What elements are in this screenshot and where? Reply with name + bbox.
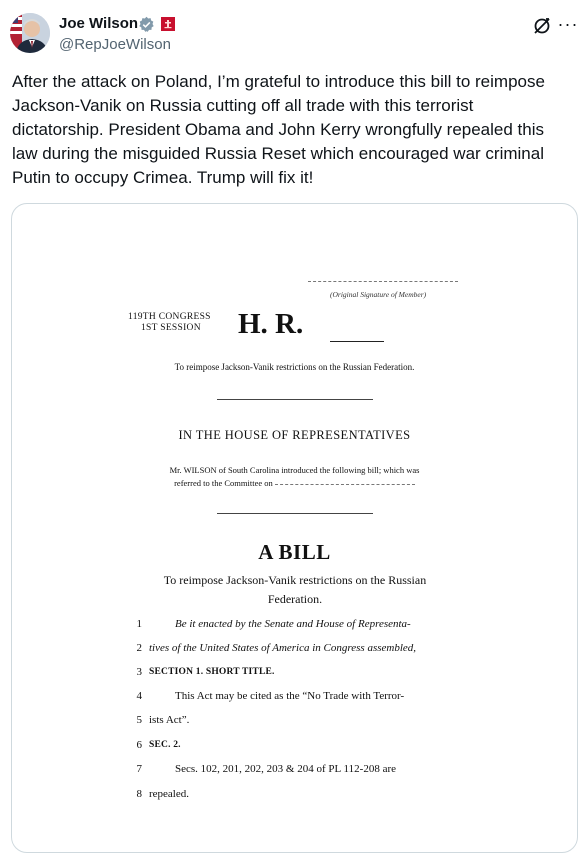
bill-purpose: To reimpose Jackson-Vanik restrictions on the Russian Federation.	[174, 362, 415, 372]
signature-label: (Original Signature of Member)	[330, 290, 427, 299]
bill-line: This Act may be cited as the “No Trade with Terror-	[175, 690, 405, 702]
introduction-text	[132, 464, 457, 490]
affiliation-badge-icon[interactable]	[161, 17, 175, 31]
tweet-text: After the attack on Poland, I’m grateful to introduce this bill to reimpose Jackson-Vanik on Russia cutting off all trade with this terrorist dictatorship. President Obama and John Kerry wrongfully repealed this law during the misguided Russia Reset which encouraged war criminal Putin to occupy Crimea. Trump will fix it!	[12, 72, 545, 187]
introduction-line-2: referred to the Committee on	[174, 478, 273, 488]
media-image[interactable]	[11, 203, 578, 853]
grok-icon[interactable]	[532, 16, 552, 36]
introduction-line-1: Mr. WILSON of South Carolina introduced the following bill; which was	[169, 465, 420, 475]
line-number: 3	[136, 666, 142, 678]
bill-line: Secs. 102, 201, 202, 203 & 204 of PL 112-208 are	[175, 763, 396, 775]
signature-line	[308, 281, 458, 282]
more-options-button[interactable]: ···	[557, 14, 579, 34]
author-name[interactable]: Joe Wilson	[59, 15, 139, 32]
line-number: 5	[136, 714, 142, 726]
bill-line: repealed.	[149, 788, 189, 800]
line-number: 2	[136, 642, 142, 654]
divider	[217, 513, 373, 514]
a-bill-heading: A BILL	[258, 540, 331, 564]
bill-line: tives of the United States of America in Congress assembled,	[149, 642, 417, 654]
congress-label: 119TH CONGRESS	[128, 312, 211, 322]
line-number: 4	[136, 690, 142, 702]
bill-document	[12, 204, 577, 852]
bill-number-blank	[330, 341, 384, 342]
avatar-image	[10, 13, 50, 53]
bill-line: SEC. 2.	[149, 740, 181, 750]
committee-blank	[275, 483, 415, 485]
author-handle[interactable]: @RepJoeWilson	[59, 36, 171, 53]
a-bill-purpose: To reimpose Jackson-Vanik restrictions on the Russian Federation.	[163, 573, 427, 606]
avatar[interactable]	[10, 13, 50, 53]
verified-badge-icon	[138, 16, 155, 33]
house-heading: IN THE HOUSE OF REPRESENTATIVES	[178, 428, 411, 442]
bill-line: Be it enacted by the Senate and House of Representa-	[175, 618, 411, 630]
bill-line: ists Act”.	[149, 714, 190, 726]
line-number: 8	[136, 788, 142, 800]
session-label: 1ST SESSION	[141, 323, 201, 333]
line-number: 7	[136, 763, 142, 775]
line-number: 6	[136, 739, 142, 751]
divider	[217, 399, 373, 400]
line-number: 1	[136, 618, 142, 630]
bill-line: SECTION 1. SHORT TITLE.	[149, 667, 275, 677]
bill-number: H. R.	[238, 308, 304, 340]
